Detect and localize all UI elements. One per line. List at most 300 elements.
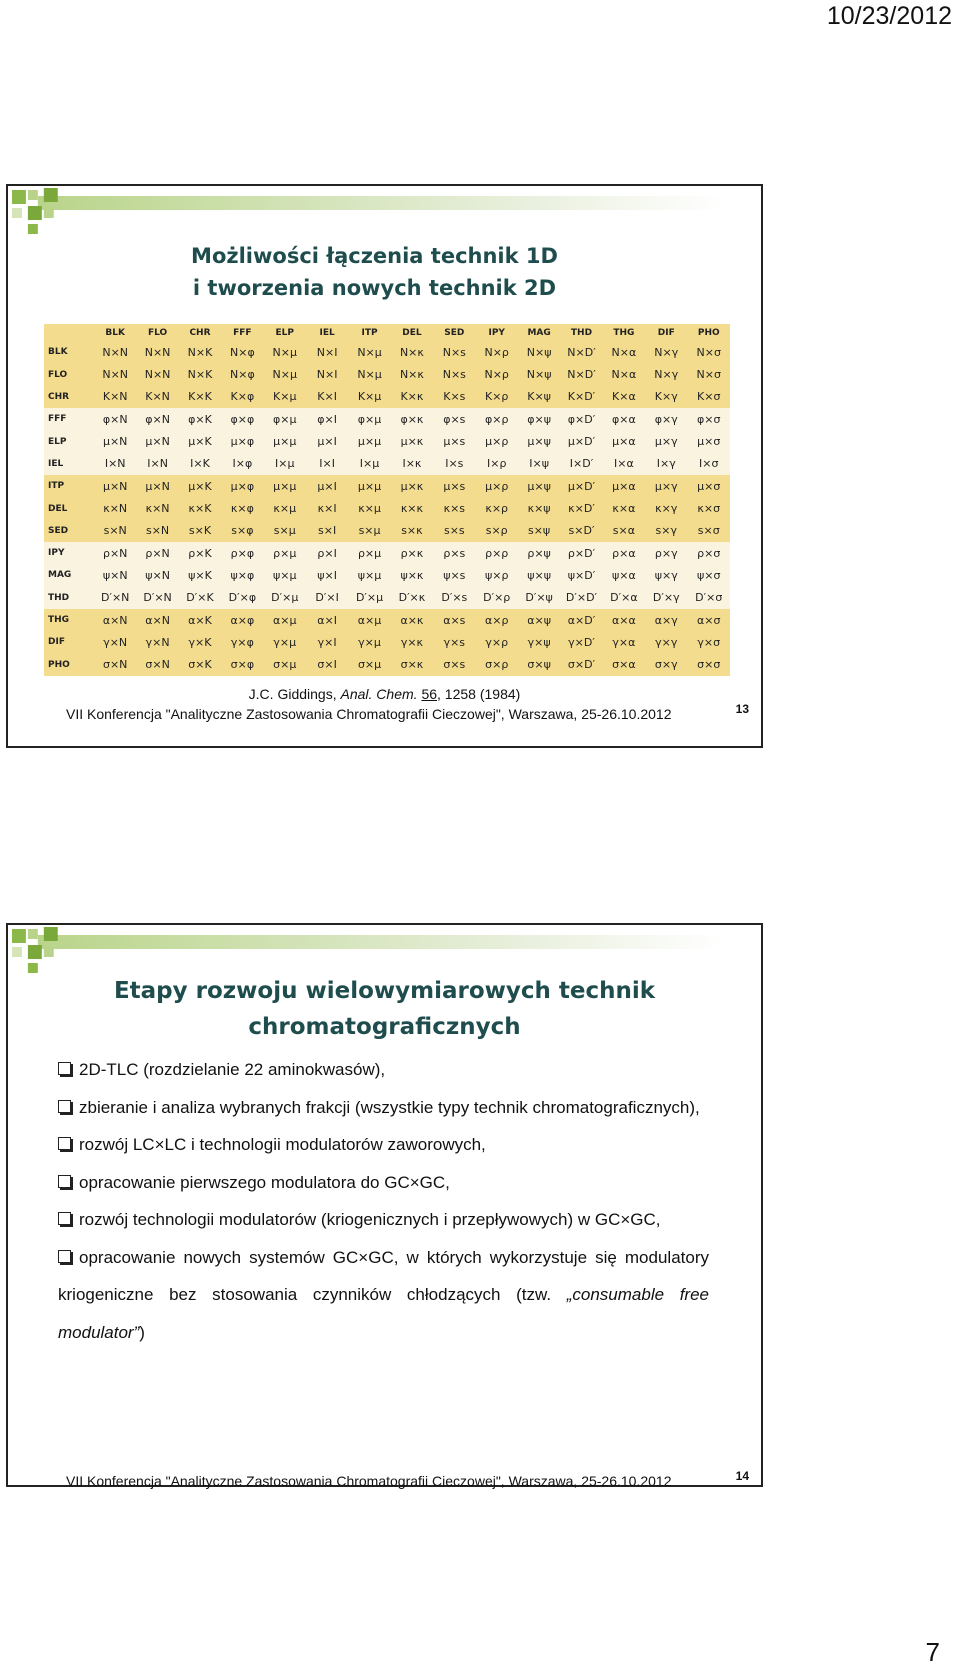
matrix-cell: N×γ: [654, 345, 679, 359]
matrix-row: [44, 363, 730, 385]
matrix-cell: φ×κ: [400, 412, 424, 426]
matrix-row: [44, 453, 730, 475]
matrix-cell: N×γ: [654, 368, 679, 382]
matrix-cell: I×γ: [656, 457, 676, 471]
matrix-cell: D′×N: [143, 591, 172, 605]
matrix-column-header: FLO: [147, 327, 168, 338]
matrix-cell: σ×σ: [697, 658, 721, 672]
matrix-cell: μ×γ: [654, 435, 678, 449]
matrix-cell: D′×ρ: [483, 591, 511, 605]
matrix-cell: ρ×D′: [567, 546, 596, 560]
matrix-cell: φ×α: [612, 412, 636, 426]
matrix-cell: I×I: [319, 457, 335, 471]
bullet-text-end: ): [139, 1322, 145, 1342]
matrix-cell: s×κ: [401, 524, 423, 538]
matrix-cell: μ×κ: [400, 479, 424, 493]
matrix-cell: φ×ψ: [527, 412, 551, 426]
matrix-cell: μ×γ: [654, 479, 678, 493]
matrix-cell: s×I: [318, 524, 337, 538]
bullet-item: [58, 1239, 709, 1352]
matrix-cell: I×α: [614, 457, 634, 471]
matrix-cell: κ×N: [145, 502, 170, 515]
bullet-text: rozwój technologii modulatorów (kriogenicznych i przepływowych) w GC×GC,: [79, 1210, 661, 1229]
checkbox-bullet-icon: [58, 1062, 71, 1075]
matrix-row-header: THD: [48, 592, 70, 603]
matrix-cell: D′×μ: [355, 591, 384, 605]
slide-number: 14: [735, 1469, 749, 1483]
technique-combination-matrix: [44, 324, 730, 676]
matrix-column-header: IPY: [488, 327, 505, 338]
matrix-cell: K×μ: [273, 390, 297, 404]
matrix-cell: γ×κ: [400, 635, 424, 649]
matrix-cell: σ×s: [443, 658, 466, 672]
matrix-cell: α×s: [443, 613, 466, 627]
matrix-cell: μ×N: [145, 479, 170, 493]
checkbox-bullet-icon: [58, 1250, 71, 1263]
matrix-row: [44, 408, 730, 430]
matrix-cell: K×μ: [357, 390, 382, 404]
matrix-column-header: THG: [613, 327, 635, 338]
matrix-row-header: FFF: [48, 414, 67, 425]
matrix-cell: K×D′: [567, 390, 596, 404]
matrix-cell: μ×K: [188, 435, 212, 449]
matrix-cell: μ×N: [145, 435, 170, 449]
page-number: 7: [925, 1637, 940, 1667]
matrix-cell: γ×K: [188, 635, 212, 649]
matrix-cell: D′×κ: [398, 591, 426, 605]
matrix-cell: D′×ψ: [525, 591, 553, 605]
matrix-cell: κ×μ: [273, 502, 297, 515]
matrix-cell: ψ×α: [612, 568, 636, 582]
matrix-cell: N×s: [442, 345, 466, 359]
matrix-cell: N×K: [187, 368, 213, 382]
matrix-cell: N×ψ: [526, 345, 552, 359]
matrix-cell: ψ×K: [188, 568, 212, 582]
matrix-cell: K×φ: [230, 390, 255, 404]
matrix-cell: κ×N: [103, 502, 128, 515]
matrix-cell: ρ×K: [188, 546, 212, 560]
matrix-cell: α×α: [612, 613, 636, 627]
matrix-cell: μ×N: [102, 479, 128, 493]
matrix-row-header: PHO: [48, 659, 70, 670]
matrix-cell: N×φ: [230, 345, 255, 359]
matrix-cell: D′×s: [441, 591, 468, 605]
matrix-column-header: ELP: [275, 327, 294, 338]
matrix-cell: ρ×N: [145, 546, 170, 560]
matrix-row-header: ITP: [48, 481, 65, 492]
bullet-text: rozwój LC×LC i technologii modulatorów zaworowych,: [79, 1135, 486, 1154]
matrix-row: [44, 631, 730, 653]
matrix-cell: α×K: [188, 613, 212, 627]
matrix-row-header: FLO: [48, 369, 68, 380]
matrix-cell: α×μ: [357, 613, 382, 627]
matrix-row: [44, 542, 730, 564]
matrix-cell: μ×K: [188, 479, 212, 493]
matrix-cell: α×N: [102, 613, 128, 627]
matrix-cell: κ×s: [443, 502, 466, 515]
matrix-cell: α×D′: [567, 613, 596, 627]
matrix-cell: μ×α: [612, 435, 636, 449]
matrix-cell: γ×D′: [568, 635, 595, 649]
matrix-cell: ψ×μ: [273, 568, 297, 582]
matrix-cell: K×γ: [654, 390, 678, 404]
matrix-cell: I×s: [445, 457, 464, 471]
matrix-cell: κ×γ: [655, 502, 678, 515]
matrix-cell: K×N: [145, 390, 170, 404]
matrix-cell: N×σ: [696, 345, 721, 359]
matrix-cell: ψ×I: [317, 568, 337, 582]
matrix-cell: α×γ: [654, 613, 678, 627]
matrix-cell: κ×ρ: [485, 502, 509, 515]
matrix-cell: I×D′: [569, 457, 594, 471]
bullet-text: opracowanie pierwszego modulatora do GC×GC,: [79, 1172, 450, 1192]
matrix-cell: σ×α: [612, 658, 636, 672]
matrix-cell: N×ρ: [484, 345, 509, 359]
matrix-cell: N×σ: [696, 368, 721, 382]
matrix-cell: K×ψ: [527, 390, 551, 404]
matrix-cell: μ×ψ: [527, 479, 551, 493]
bullet-item: [58, 1164, 709, 1202]
matrix-cell: ψ×ψ: [527, 568, 551, 582]
matrix-cell: φ×ρ: [484, 412, 509, 426]
matrix-cell: γ×φ: [230, 635, 254, 649]
matrix-cell: I×N: [147, 457, 168, 471]
matrix-cell: D′×I: [315, 591, 339, 605]
matrix-cell: N×s: [442, 368, 466, 382]
matrix-cell: σ×I: [317, 658, 337, 672]
matrix-row: [44, 609, 730, 631]
matrix-column-header: MAG: [527, 327, 551, 338]
matrix-cell: κ×κ: [400, 502, 424, 515]
matrix-column-header: BLK: [105, 327, 125, 338]
matrix-cell: α×N: [145, 613, 170, 627]
matrix-row: [44, 475, 730, 497]
matrix-cell: γ×N: [103, 635, 128, 649]
matrix-cell: γ×α: [612, 635, 636, 649]
bullet-list: [58, 1051, 709, 1351]
matrix-cell: φ×D′: [567, 412, 596, 426]
matrix-cell: μ×φ: [230, 435, 255, 449]
matrix-cell: D′×α: [610, 591, 638, 605]
matrix-cell: N×D′: [567, 368, 596, 382]
matrix-cell: N×I: [316, 368, 338, 382]
matrix-cell: μ×σ: [697, 479, 721, 493]
matrix-cell: μ×α: [612, 479, 636, 493]
matrix-cell: γ×μ: [358, 635, 381, 649]
matrix-cell: σ×K: [188, 658, 212, 672]
matrix-row-header: IPY: [48, 548, 65, 559]
bullet-item: [58, 1051, 709, 1089]
matrix-cell: α×κ: [400, 613, 424, 627]
matrix-cell: K×N: [102, 390, 128, 404]
matrix-cell: N×μ: [272, 368, 297, 382]
matrix-row-header: THG: [48, 615, 70, 626]
matrix-cell: N×κ: [399, 345, 424, 359]
matrix-cell: α×σ: [697, 613, 721, 627]
matrix-cell: ψ×σ: [697, 568, 721, 582]
matrix-cell: ψ×s: [443, 568, 466, 582]
matrix-cell: D′×K: [186, 591, 214, 605]
matrix-cell: s×ψ: [527, 524, 551, 538]
matrix-cell: φ×φ: [230, 412, 255, 426]
matrix-cell: ρ×σ: [697, 546, 721, 560]
matrix-row-header: DIF: [48, 637, 65, 648]
slide-footer: VII Konferencja "Analityczne Zastosowania Chromatografii Cieczowej", Warszawa, 25-26.10.2012: [66, 1473, 672, 1489]
matrix-cell: φ×μ: [357, 412, 382, 426]
title-line-1: Etapy rozwoju wielowymiarowych technik: [113, 978, 656, 1004]
matrix-column-header: ITP: [361, 327, 378, 338]
matrix-cell: K×α: [612, 390, 636, 404]
matrix-cell: ψ×N: [102, 568, 128, 582]
matrix-row: [44, 587, 730, 609]
bullet-text: zbieranie i analiza wybranych frakcji (wszystkie typy technik chromatograficznych),: [79, 1097, 700, 1117]
matrix-cell: I×μ: [359, 457, 380, 471]
matrix-column-header: CHR: [189, 327, 211, 338]
matrix-cell: N×φ: [230, 368, 255, 382]
matrix-cell: φ×γ: [654, 412, 678, 426]
matrix-column-header: IEL: [319, 327, 335, 338]
matrix-cell: ψ×φ: [230, 568, 255, 582]
matrix-cell: D′×γ: [652, 591, 680, 605]
matrix-row: [44, 564, 730, 586]
matrix-cell: α×ψ: [527, 613, 551, 627]
checkbox-bullet-icon: [58, 1175, 71, 1188]
matrix-cell: μ×ψ: [527, 435, 551, 449]
matrix-cell: s×φ: [231, 524, 254, 538]
matrix-cell: μ×I: [317, 479, 337, 493]
bullet-text: 2D-TLC (rozdzielanie 22 aminokwasów),: [79, 1060, 386, 1079]
matrix-cell: γ×s: [443, 635, 466, 649]
matrix-column-header: THD: [570, 327, 593, 338]
matrix-cell: φ×s: [443, 412, 466, 426]
slide-decoration-bar: [8, 186, 761, 236]
matrix-row: [44, 341, 730, 363]
matrix-cell: K×σ: [697, 390, 721, 404]
header-date: 10/23/2012: [826, 2, 952, 30]
slide-title: [68, 240, 681, 304]
matrix-cell: μ×D′: [567, 435, 596, 449]
citation-pages: , 1258 (1984): [437, 686, 521, 702]
matrix-row-header: ELP: [48, 436, 67, 447]
matrix-cell: μ×s: [443, 435, 466, 449]
matrix-cell: α×φ: [230, 613, 255, 627]
matrix-cell: φ×N: [145, 412, 170, 426]
matrix-cell: ρ×α: [612, 546, 636, 560]
matrix-cell: ρ×μ: [357, 546, 382, 560]
matrix-cell: ρ×s: [443, 546, 466, 560]
matrix-cell: μ×ρ: [485, 479, 509, 493]
matrix-cell: ρ×N: [102, 546, 128, 560]
matrix-cell: σ×μ: [357, 658, 382, 672]
matrix-cell: K×s: [443, 390, 466, 404]
matrix-cell: I×ψ: [529, 457, 549, 471]
matrix-cell: ρ×κ: [400, 546, 424, 560]
matrix-row-header: IEL: [48, 458, 64, 469]
matrix-cell: ρ×I: [317, 546, 337, 560]
matrix-column-header: FFF: [233, 327, 252, 338]
matrix-cell: s×α: [612, 524, 635, 538]
matrix-header-row: [44, 324, 730, 341]
matrix-cell: ρ×φ: [230, 546, 255, 560]
matrix-cell: N×ψ: [526, 368, 552, 382]
matrix-cell: s×ρ: [485, 524, 508, 538]
matrix-cell: K×ρ: [485, 390, 509, 404]
matrix-row: [44, 520, 730, 542]
matrix-column-header: PHO: [697, 327, 720, 338]
citation: [8, 686, 761, 702]
matrix-cell: α×μ: [273, 613, 297, 627]
matrix-cell: α×I: [317, 613, 337, 627]
matrix-cell: γ×I: [317, 635, 337, 649]
slide-14: [6, 923, 763, 1487]
matrix-cell: μ×μ: [273, 479, 297, 493]
matrix-cell: μ×ρ: [485, 435, 509, 449]
matrix-cell: ψ×D′: [567, 568, 596, 582]
matrix-cell: κ×I: [317, 502, 337, 515]
matrix-cell: γ×N: [145, 635, 170, 649]
matrix-cell: μ×μ: [357, 479, 382, 493]
matrix-cell: μ×μ: [357, 435, 382, 449]
matrix-column-header: DIF: [657, 327, 675, 338]
matrix-cell: φ×N: [102, 412, 128, 426]
matrix-cell: σ×D′: [567, 658, 596, 672]
matrix-cell: κ×μ: [358, 502, 381, 515]
matrix-cell: I×κ: [402, 457, 422, 471]
matrix-cell: γ×μ: [273, 635, 297, 649]
matrix-cell: κ×K: [188, 502, 212, 515]
matrix-cell: s×μ: [358, 524, 381, 538]
matrix-cell: σ×κ: [400, 658, 424, 672]
title-line-1: Możliwości łączenia technik 1D: [191, 244, 558, 268]
title-line-2: i tworzenia nowych technik 2D: [192, 276, 557, 300]
matrix-cell: K×κ: [400, 390, 424, 404]
matrix-row: [44, 430, 730, 452]
matrix-cell: κ×ψ: [527, 502, 551, 515]
matrix-cell: α×ρ: [484, 613, 509, 627]
matrix-cell: s×s: [443, 524, 465, 538]
citation-journal: Anal. Chem.: [340, 686, 418, 702]
matrix-cell: ρ×ρ: [485, 546, 509, 560]
citation-author: J.C. Giddings,: [248, 686, 341, 702]
matrix-cell: σ×N: [145, 658, 170, 672]
bullet-item: [58, 1201, 709, 1239]
matrix-row-header: DEL: [48, 503, 68, 514]
matrix-cell: I×K: [190, 457, 210, 471]
matrix-cell: N×μ: [272, 345, 297, 359]
matrix-cell: K×I: [317, 390, 337, 404]
matrix-cell: ρ×μ: [273, 546, 297, 560]
matrix-cell: κ×σ: [697, 502, 721, 515]
matrix-cell: μ×φ: [230, 479, 255, 493]
matrix-cell: N×N: [102, 345, 129, 359]
citation-volume: 56: [421, 686, 438, 702]
matrix-row-header: BLK: [48, 347, 68, 358]
matrix-cell: s×γ: [655, 524, 677, 538]
matrix-cell: s×D′: [568, 524, 595, 538]
checkbox-bullet-icon: [58, 1100, 71, 1113]
matrix-cell: I×φ: [232, 457, 253, 471]
matrix-corner: [44, 324, 94, 341]
matrix-cell: σ×N: [102, 658, 128, 672]
matrix-cell: I×ρ: [486, 457, 507, 471]
matrix-cell: N×α: [611, 345, 637, 359]
matrix-cell: μ×N: [102, 435, 128, 449]
bullet-item: [58, 1089, 709, 1127]
matrix-cell: φ×I: [317, 412, 337, 426]
matrix-cell: D′×N: [100, 591, 130, 605]
slide-decoration-bar: [8, 925, 761, 975]
matrix-cell: s×K: [188, 524, 212, 538]
matrix-cell: N×K: [187, 345, 213, 359]
matrix-row-header: SED: [48, 525, 69, 536]
matrix-cell: μ×σ: [697, 435, 721, 449]
matrix-cell: ψ×N: [145, 568, 170, 582]
matrix-cell: N×I: [316, 345, 338, 359]
matrix-cell: γ×γ: [655, 635, 678, 649]
matrix-cell: σ×γ: [654, 658, 678, 672]
matrix-cell: ψ×κ: [400, 568, 424, 582]
matrix-cell: D′×μ: [271, 591, 299, 605]
checkbox-bullet-icon: [58, 1137, 71, 1150]
slide-13: [6, 184, 763, 748]
matrix-cell: μ×s: [443, 479, 466, 493]
matrix-cell: σ×ψ: [527, 658, 551, 672]
matrix-cell: K×K: [188, 390, 212, 404]
matrix-cell: γ×ψ: [527, 635, 551, 649]
checkbox-bullet-icon: [58, 1212, 71, 1225]
matrix-cell: I×σ: [699, 457, 719, 471]
matrix-cell: N×N: [144, 368, 171, 382]
matrix-cell: D′×σ: [695, 591, 723, 605]
matrix-cell: N×ρ: [484, 368, 509, 382]
matrix-row: [44, 497, 730, 519]
matrix-cell: N×μ: [357, 368, 382, 382]
matrix-cell: s×μ: [273, 524, 296, 538]
matrix-cell: φ×σ: [697, 412, 721, 426]
matrix-cell: N×α: [611, 368, 637, 382]
matrix-cell: ρ×γ: [654, 546, 678, 560]
matrix-cell: γ×σ: [697, 635, 721, 649]
matrix-cell: φ×K: [188, 412, 212, 426]
matrix-cell: N×N: [102, 368, 129, 382]
matrix-cell: N×μ: [357, 345, 382, 359]
matrix-cell: I×N: [104, 457, 126, 471]
matrix-cell: ψ×μ: [357, 568, 382, 582]
matrix-cell: μ×I: [317, 435, 337, 449]
matrix-cell: ρ×ψ: [527, 546, 551, 560]
matrix-cell: ψ×γ: [654, 568, 678, 582]
matrix-cell: N×N: [144, 345, 171, 359]
matrix-row-header: MAG: [48, 570, 72, 581]
slide-number: 13: [735, 702, 749, 716]
bullet-italic-term: „consumable free modulator”: [58, 1285, 710, 1342]
matrix-row-header: CHR: [48, 391, 70, 402]
matrix-cell: κ×φ: [230, 502, 254, 515]
bullet-item: [58, 1126, 709, 1164]
matrix-cell: s×σ: [697, 524, 720, 538]
matrix-cell: μ×κ: [400, 435, 424, 449]
matrix-cell: D′×D′: [565, 591, 598, 605]
matrix-cell: N×D′: [567, 345, 596, 359]
matrix-cell: γ×ρ: [485, 635, 509, 649]
matrix-row: [44, 386, 730, 408]
matrix-cell: φ×μ: [273, 412, 297, 426]
matrix-cell: I×μ: [275, 457, 295, 471]
title-line-2: chromatograficznych: [248, 1014, 521, 1040]
matrix-cell: μ×μ: [273, 435, 297, 449]
matrix-cell: s×N: [145, 524, 170, 538]
bullet-text: opracowanie nowych systemów GC×GC, w których wykorzystuje się modulatory kriogeniczne bez stosowania czynników chłodzących (tzw.: [58, 1247, 709, 1304]
